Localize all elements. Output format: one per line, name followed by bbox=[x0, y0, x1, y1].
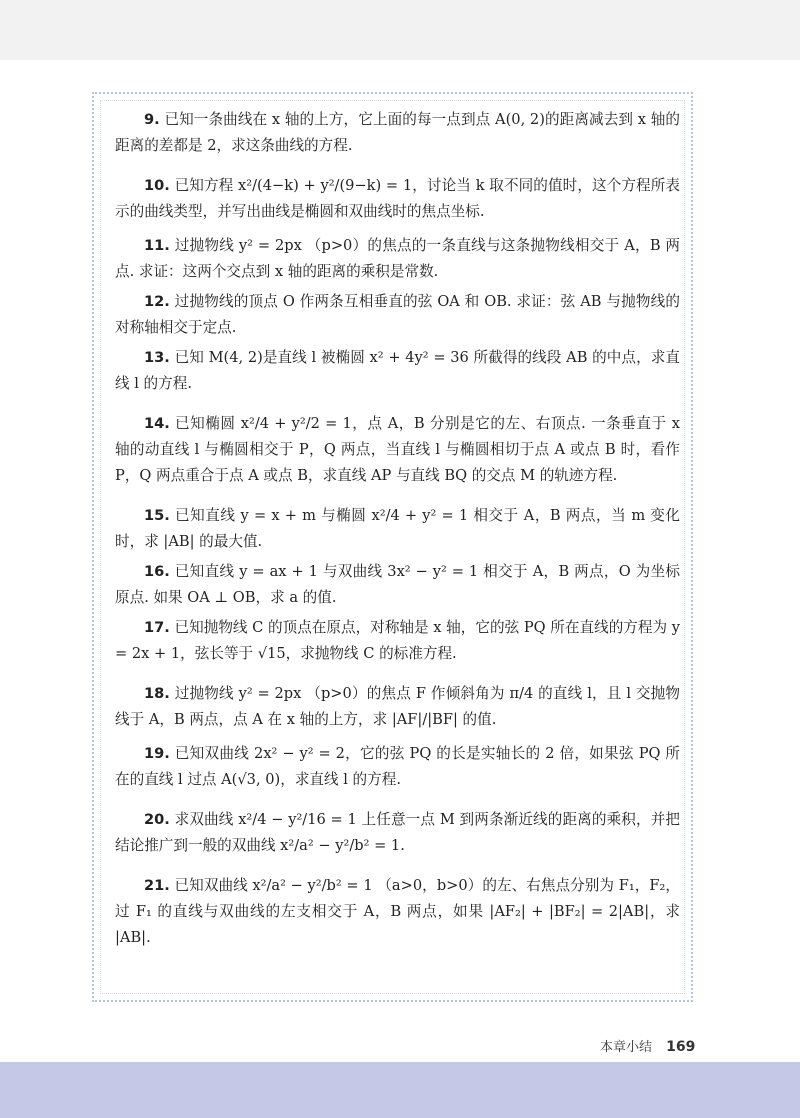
problem-number: 10. bbox=[144, 177, 170, 194]
problem-number: 13. bbox=[144, 349, 170, 366]
problem-number: 14. bbox=[144, 415, 170, 432]
problem-number: 15. bbox=[144, 507, 170, 524]
problem-item bbox=[115, 107, 680, 159]
problem-item bbox=[115, 873, 680, 951]
problem-item bbox=[115, 559, 680, 611]
problem-item bbox=[115, 807, 680, 859]
top-band bbox=[0, 0, 800, 60]
problem-text: 已知抛物线 C 的顶点在原点，对称轴是 x 轴，它的弦 PQ 所在直线的方程为 y = 2x + 1，弦长等于 √15，求抛物线 C 的标准方程. bbox=[115, 619, 680, 662]
section-name: 本章小结 bbox=[600, 1040, 653, 1055]
problem-number: 16. bbox=[144, 563, 170, 580]
problem-item bbox=[115, 503, 680, 555]
problem-item bbox=[115, 345, 680, 397]
problem-number: 17. bbox=[144, 619, 170, 636]
problem-text: 已知 M(4, 2)是直线 l 被椭圆 x² + 4y² = 36 所截得的线段 AB 的中点，求直线 l 的方程. bbox=[115, 349, 680, 392]
problem-text: 已知一条曲线在 x 轴的上方，它上面的每一点到点 A(0, 2)的距离减去到 x 轴的距离的差都是 2，求这条曲线的方程. bbox=[115, 111, 681, 154]
problem-text: 已知方程 x²/(4−k) + y²/(9−k) = 1，讨论当 k 取不同的值时，这个方程所表示的曲线类型，并写出曲线是椭圆和双曲线时的焦点坐标. bbox=[115, 177, 681, 220]
problem-number: 20. bbox=[144, 811, 170, 828]
problem-item bbox=[115, 741, 680, 793]
page-number: 169 bbox=[666, 1039, 696, 1055]
problem-item bbox=[115, 681, 680, 733]
problem-number: 21. bbox=[144, 877, 170, 894]
problem-item bbox=[115, 289, 680, 341]
problem-number: 18. bbox=[144, 685, 170, 702]
problem-text: 已知直线 y = ax + 1 与双曲线 3x² − y² = 1 相交于 A，B 两点，O 为坐标原点. 如果 OA ⊥ OB，求 a 的值. bbox=[115, 563, 681, 606]
problem-text: 求双曲线 x²/4 − y²/16 = 1 上任意一点 M 到两条渐近线的距离的乘积，并把结论推广到一般的双曲线 x²/a² − y²/b² = 1. bbox=[115, 811, 681, 854]
problem-number: 9. bbox=[144, 111, 160, 128]
problem-number: 11. bbox=[144, 237, 170, 254]
problem-text: 已知直线 y = x + m 与椭圆 x²/4 + y² = 1 相交于 A，B 两点，当 m 变化时，求 |AB| 的最大值. bbox=[115, 507, 681, 550]
problem-text: 已知椭圆 x²/4 + y²/2 = 1，点 A，B 分别是它的左、右顶点. 一条垂直于 x 轴的动直线 l 与椭圆相交于 P，Q 两点，当直线 l 与椭圆相切于点 A 或点 B 时，看作 P，Q 两点重合于点 A 或点 B，求直线 AP 与直线 BQ 的交点 M 的轨迹方程. bbox=[115, 415, 680, 484]
problem-number: 12. bbox=[144, 293, 170, 310]
problem-text: 过抛物线 y² = 2px （p>0）的焦点 F 作倾斜角为 π/4 的直线 l，且 l 交抛物线于 A，B 两点，点 A 在 x 轴的上方，求 |AF|/|BF| 的值. bbox=[115, 685, 681, 728]
problem-text: 已知双曲线 x²/a² − y²/b² = 1 （a>0，b>0）的左、右焦点分别为 F₁，F₂，过 F₁ 的直线与双曲线的左支相交于 A，B 两点，如果 |AF₂| + |BF₂| = 2|AB|，求 |AB|. bbox=[115, 877, 680, 946]
problem-text: 已知双曲线 2x² − y² = 2，它的弦 PQ 的长是实轴长的 2 倍，如果弦 PQ 所在的直线 l 过点 A(√3, 0)，求直线 l 的方程. bbox=[115, 745, 680, 788]
bottom-band bbox=[0, 1062, 800, 1118]
problem-list bbox=[115, 107, 680, 951]
problem-item bbox=[115, 411, 680, 489]
problem-item bbox=[115, 173, 680, 225]
problem-text: 过抛物线 y² = 2px （p>0）的焦点的一条直线与这条抛物线相交于 A，B 两点. 求证：这两个交点到 x 轴的距离的乘积是常数. bbox=[115, 237, 681, 280]
problem-number: 19. bbox=[144, 745, 170, 762]
page-footer bbox=[600, 1036, 695, 1055]
problem-item bbox=[115, 233, 680, 285]
problem-text: 过抛物线的顶点 O 作两条互相垂直的弦 OA 和 OB. 求证：弦 AB 与抛物线的对称轴相交于定点. bbox=[115, 293, 680, 336]
problem-item bbox=[115, 615, 680, 667]
